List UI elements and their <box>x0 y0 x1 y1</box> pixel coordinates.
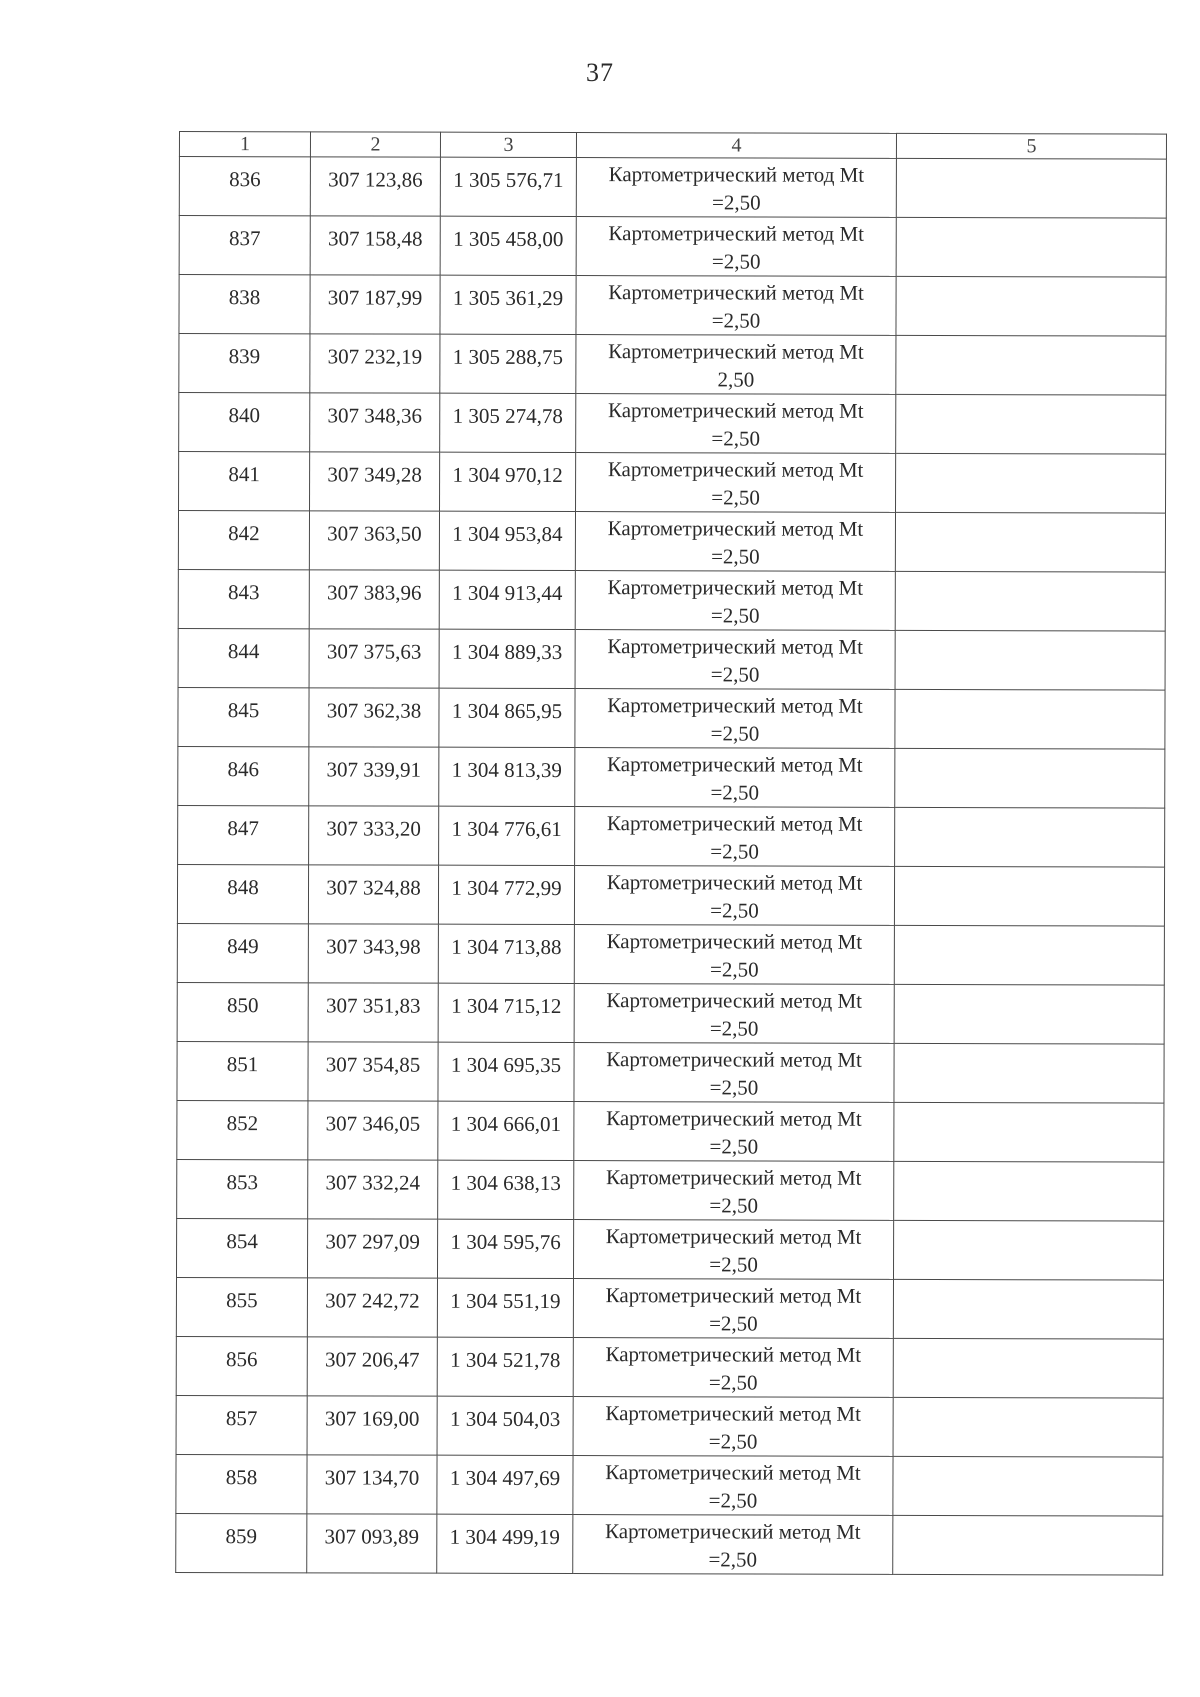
x-coordinate-cell: 307 354,85 <box>308 1042 438 1101</box>
table-row <box>178 805 1165 867</box>
method-accuracy: =2,50 <box>709 1016 759 1041</box>
y-coordinate-cell: 1 304 913,44 <box>439 570 575 629</box>
point-number-cell: 853 <box>177 1159 308 1218</box>
method-accuracy: =2,50 <box>708 1488 758 1513</box>
table-row <box>176 1395 1163 1457</box>
notes-cell <box>895 748 1165 808</box>
point-number-cell: 856 <box>176 1336 307 1395</box>
notes-cell <box>893 1515 1163 1575</box>
y-coordinate-cell: 1 304 772,99 <box>438 865 574 924</box>
column-header-1: 1 <box>179 132 310 157</box>
method-cell <box>573 1456 893 1516</box>
x-coordinate-cell: 307 332,24 <box>308 1160 438 1219</box>
y-coordinate-cell: 1 304 595,76 <box>437 1219 573 1278</box>
method-cell <box>574 925 894 985</box>
x-coordinate-cell: 307 134,70 <box>307 1455 437 1514</box>
notes-cell <box>895 512 1165 572</box>
x-coordinate-cell: 307 375,63 <box>309 629 439 688</box>
method-cell <box>574 984 894 1044</box>
point-number-cell: 846 <box>178 746 309 805</box>
x-coordinate-cell: 307 349,28 <box>310 452 440 511</box>
point-number-cell: 841 <box>179 452 310 511</box>
x-coordinate-cell: 307 333,20 <box>309 806 439 865</box>
notes-cell <box>893 1220 1163 1280</box>
notes-cell <box>894 1043 1164 1103</box>
table-row <box>178 569 1165 631</box>
method-cell <box>576 158 896 218</box>
table-row <box>177 864 1164 926</box>
y-coordinate-cell: 1 304 715,12 <box>438 983 574 1042</box>
method-accuracy: =2,50 <box>710 780 760 805</box>
method-text: Картометрический метод Mt <box>607 457 864 482</box>
method-accuracy: =2,50 <box>710 603 760 628</box>
method-accuracy: =2,50 <box>709 1193 759 1218</box>
page-number: 37 <box>586 58 614 87</box>
method-cell <box>573 1338 893 1398</box>
y-coordinate-cell: 1 305 576,71 <box>440 157 576 216</box>
point-number-cell: 858 <box>176 1454 307 1513</box>
method-cell <box>574 1043 894 1103</box>
method-text: Картометрический метод Mt <box>606 1106 862 1131</box>
method-text: Картометрический метод Mt <box>607 752 863 777</box>
method-cell <box>573 1220 893 1280</box>
y-coordinate-cell: 1 304 497,69 <box>437 1455 573 1514</box>
method-text: Картометрический метод Mt <box>607 398 864 423</box>
y-coordinate-cell: 1 304 504,03 <box>437 1396 573 1455</box>
x-coordinate-cell: 307 363,50 <box>309 511 439 570</box>
method-cell <box>573 1397 893 1457</box>
method-accuracy: =2,50 <box>708 1370 758 1395</box>
method-cell <box>576 453 896 513</box>
method-text: Картометрический метод Mt <box>607 516 864 541</box>
coordinates-table <box>175 131 1167 1576</box>
method-cell <box>573 1515 893 1575</box>
x-coordinate-cell: 307 123,86 <box>310 157 440 216</box>
method-cell <box>576 335 896 395</box>
table-row <box>179 452 1166 514</box>
method-text: Картометрический метод Mt <box>605 1165 862 1190</box>
notes-cell <box>896 276 1166 336</box>
y-coordinate-cell: 1 304 970,12 <box>440 452 576 511</box>
y-coordinate-cell: 1 305 274,78 <box>440 393 576 452</box>
point-number-cell: 852 <box>177 1100 308 1159</box>
table-row <box>177 1100 1164 1162</box>
method-accuracy: =2,50 <box>711 249 761 274</box>
method-cell <box>574 866 894 926</box>
x-coordinate-cell: 307 351,83 <box>308 983 438 1042</box>
method-cell <box>575 748 895 808</box>
method-accuracy: =2,50 <box>708 1429 758 1454</box>
method-accuracy: =2,50 <box>711 485 760 510</box>
method-text: Картометрический метод Mt <box>608 280 864 305</box>
y-coordinate-cell: 1 304 666,01 <box>438 1101 574 1160</box>
table-body <box>176 157 1167 1576</box>
point-number-cell: 845 <box>178 687 309 746</box>
y-coordinate-cell: 1 304 695,35 <box>438 1042 574 1101</box>
x-coordinate-cell: 307 343,98 <box>308 924 438 983</box>
method-text: Картометрический метод Mt <box>606 929 863 954</box>
x-coordinate-cell: 307 187,99 <box>310 275 440 334</box>
method-text: Картометрический метод Mt <box>605 1342 862 1367</box>
table-row <box>176 1336 1163 1398</box>
method-cell <box>576 276 896 336</box>
method-cell <box>575 571 895 631</box>
notes-cell <box>894 1102 1164 1162</box>
method-text: Картометрический метод Mt <box>606 988 863 1013</box>
method-text: Картометрический метод Mt <box>608 162 865 187</box>
method-accuracy: =2,50 <box>711 544 760 569</box>
notes-cell <box>894 984 1164 1044</box>
notes-cell <box>896 394 1166 454</box>
table-row <box>179 334 1166 396</box>
table-row <box>179 393 1166 455</box>
method-cell <box>574 1102 894 1162</box>
x-coordinate-cell: 307 232,19 <box>310 334 440 393</box>
method-accuracy: 2,50 <box>717 367 755 392</box>
point-number-cell: 857 <box>176 1395 307 1454</box>
column-header-5: 5 <box>896 133 1166 159</box>
method-accuracy: =2,50 <box>709 957 759 982</box>
method-text: Картометрический метод Mt <box>606 1047 862 1072</box>
y-coordinate-cell: 1 305 458,00 <box>440 216 576 275</box>
method-cell <box>574 1161 894 1221</box>
method-cell <box>576 394 896 454</box>
table-row <box>177 982 1164 1044</box>
method-accuracy: =2,50 <box>709 1311 758 1336</box>
method-text: Картометрический метод Mt <box>605 1401 861 1426</box>
method-text: Картометрический метод Mt <box>608 221 865 246</box>
point-number-cell: 854 <box>176 1218 307 1277</box>
table-row <box>177 923 1164 985</box>
x-coordinate-cell: 307 297,09 <box>307 1219 437 1278</box>
method-cell <box>576 217 896 277</box>
notes-cell <box>894 866 1164 926</box>
method-accuracy: =2,50 <box>710 898 759 923</box>
table-row <box>178 511 1165 573</box>
notes-cell <box>893 1279 1163 1339</box>
point-number-cell: 850 <box>177 982 308 1041</box>
method-accuracy: =2,50 <box>711 426 761 451</box>
point-number-cell: 839 <box>179 334 310 393</box>
notes-cell <box>896 335 1166 395</box>
method-text: Картометрический метод Mt <box>605 1224 862 1249</box>
notes-cell <box>896 453 1166 513</box>
notes-cell <box>896 158 1166 218</box>
table-row <box>176 1454 1163 1516</box>
method-cell <box>575 512 895 572</box>
column-header-3: 3 <box>440 132 576 157</box>
table-row <box>177 1041 1164 1103</box>
method-text: Картометрический метод Mt <box>606 811 863 836</box>
method-cell <box>575 630 895 690</box>
notes-cell <box>895 807 1165 867</box>
table-row <box>178 687 1165 749</box>
point-number-cell: 847 <box>178 805 309 864</box>
method-text: Картометрический метод Mt <box>608 339 864 364</box>
method-cell <box>573 1279 893 1339</box>
y-coordinate-cell: 1 304 953,84 <box>439 511 575 570</box>
notes-cell <box>894 1161 1164 1221</box>
notes-cell <box>893 1456 1163 1516</box>
method-text: Картометрический метод Mt <box>607 575 864 600</box>
method-text: Картометрический метод Mt <box>605 1460 861 1485</box>
point-number-cell: 843 <box>178 569 309 628</box>
table-row <box>179 275 1166 337</box>
y-coordinate-cell: 1 304 521,78 <box>437 1337 573 1396</box>
x-coordinate-cell: 307 206,47 <box>307 1337 437 1396</box>
point-number-cell: 842 <box>178 511 309 570</box>
x-coordinate-cell: 307 169,00 <box>307 1396 437 1455</box>
x-coordinate-cell: 307 324,88 <box>308 865 438 924</box>
table-row <box>176 1218 1163 1280</box>
method-text: Картометрический метод Mt <box>606 870 863 895</box>
x-coordinate-cell: 307 348,36 <box>310 393 440 452</box>
x-coordinate-cell: 307 242,72 <box>307 1278 437 1337</box>
x-coordinate-cell: 307 093,89 <box>307 1514 437 1573</box>
notes-cell <box>895 689 1165 749</box>
table-row <box>176 1513 1163 1575</box>
method-accuracy: =2,50 <box>710 721 760 746</box>
method-text: Картометрический метод Mt <box>607 634 863 659</box>
point-number-cell: 855 <box>176 1277 307 1336</box>
x-coordinate-cell: 307 339,91 <box>309 747 439 806</box>
y-coordinate-cell: 1 304 551,19 <box>437 1278 573 1337</box>
point-number-cell: 838 <box>179 275 310 334</box>
method-cell <box>575 689 895 749</box>
y-coordinate-cell: 1 304 865,95 <box>439 688 575 747</box>
method-accuracy: =2,50 <box>710 662 760 687</box>
column-header-2: 2 <box>310 132 440 157</box>
y-coordinate-cell: 1 304 776,61 <box>439 806 575 865</box>
method-accuracy: =2,50 <box>709 1075 759 1100</box>
y-coordinate-cell: 1 305 361,29 <box>440 275 576 334</box>
notes-cell <box>895 571 1165 631</box>
y-coordinate-cell: 1 304 638,13 <box>438 1160 574 1219</box>
point-number-cell: 848 <box>177 864 308 923</box>
point-number-cell: 836 <box>179 157 310 216</box>
x-coordinate-cell: 307 346,05 <box>308 1101 438 1160</box>
notes-cell <box>895 630 1165 690</box>
method-accuracy: =2,50 <box>708 1547 758 1572</box>
y-coordinate-cell: 1 304 813,39 <box>439 747 575 806</box>
notes-cell <box>893 1397 1163 1457</box>
table-row <box>176 1277 1163 1339</box>
method-text: Картометрический метод Mt <box>605 1283 862 1308</box>
notes-cell <box>893 1338 1163 1398</box>
x-coordinate-cell: 307 383,96 <box>309 570 439 629</box>
y-coordinate-cell: 1 304 889,33 <box>439 629 575 688</box>
table-row <box>179 157 1166 219</box>
point-number-cell: 849 <box>177 923 308 982</box>
table-header-row <box>179 132 1166 160</box>
table-row <box>177 1159 1164 1221</box>
notes-cell <box>894 925 1164 985</box>
method-accuracy: =2,50 <box>709 1134 759 1159</box>
method-accuracy: =2,50 <box>709 1252 758 1277</box>
method-accuracy: =2,50 <box>711 308 761 333</box>
point-number-cell: 851 <box>177 1041 308 1100</box>
x-coordinate-cell: 307 158,48 <box>310 216 440 275</box>
method-text: Картометрический метод Mt <box>607 693 863 718</box>
point-number-cell: 837 <box>179 216 310 275</box>
y-coordinate-cell: 1 304 499,19 <box>437 1514 573 1573</box>
point-number-cell: 859 <box>176 1513 307 1572</box>
y-coordinate-cell: 1 304 713,88 <box>438 924 574 983</box>
method-text: Картометрический метод Mt <box>605 1519 861 1544</box>
table-row <box>178 628 1165 690</box>
method-accuracy: =2,50 <box>710 839 759 864</box>
y-coordinate-cell: 1 305 288,75 <box>440 334 576 393</box>
column-header-4: 4 <box>576 133 896 159</box>
table-row <box>179 216 1166 278</box>
table-row <box>178 746 1165 808</box>
x-coordinate-cell: 307 362,38 <box>309 688 439 747</box>
method-accuracy: =2,50 <box>711 190 761 215</box>
point-number-cell: 844 <box>178 628 309 687</box>
point-number-cell: 840 <box>179 393 310 452</box>
method-cell <box>575 807 895 867</box>
notes-cell <box>896 217 1166 277</box>
